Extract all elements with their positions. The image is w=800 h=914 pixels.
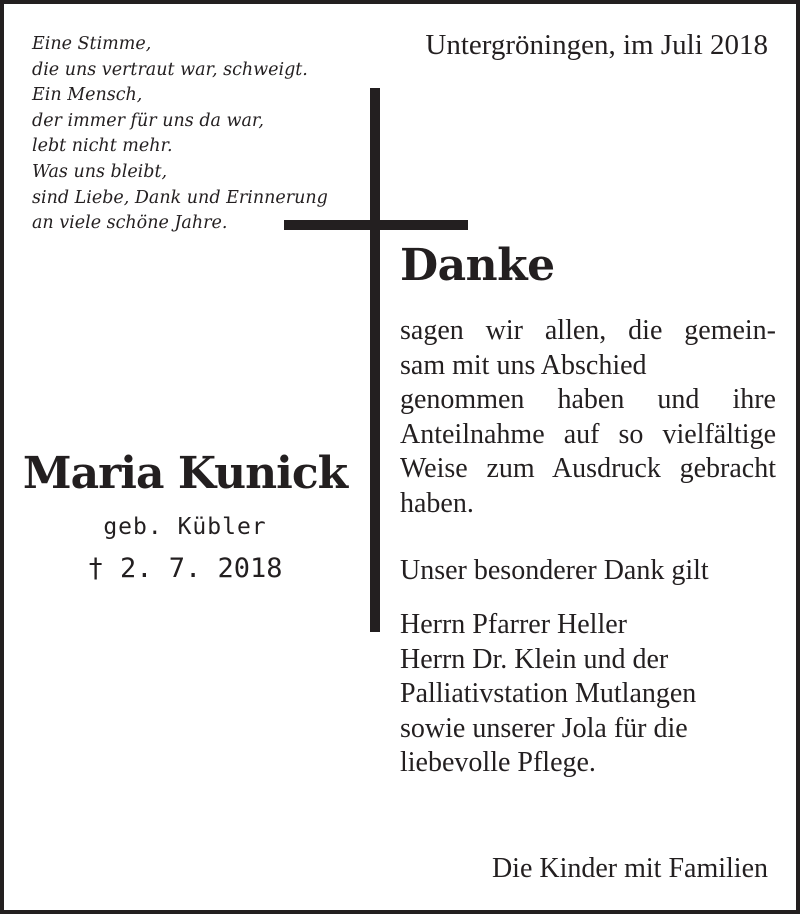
deceased-name: Maria Kunick — [22, 448, 348, 499]
death-date: † 2. 7. 2018 — [87, 553, 283, 584]
poem-line: lebt nicht mehr. — [32, 136, 173, 157]
poem-line: der immer für uns da war, — [32, 110, 264, 131]
cross-icon — [370, 88, 380, 632]
thanks-recipients — [400, 608, 696, 781]
recipient-line: Herrn Dr. Klein und der — [400, 643, 669, 675]
poem-line: Ein Mensch, — [32, 85, 143, 106]
recipient-line: Herrn Pfarrer Heller — [400, 609, 627, 640]
thanks-line: Weise zum Ausdruck gebracht — [400, 453, 776, 484]
place-and-date: Untergröningen, im Juli 2018 — [425, 29, 768, 61]
special-thanks-intro: Unser besonderer Dank gilt — [400, 555, 709, 586]
maiden-name: geb. Kübler — [103, 514, 267, 540]
cross-icon-crossbar — [284, 220, 468, 230]
signature: Die Kinder mit Familien — [491, 853, 768, 884]
thanks-line: sam mit uns Abschied — [400, 349, 647, 381]
poem-line: Eine Stimme, — [32, 34, 152, 54]
memorial-poem — [32, 32, 372, 237]
thanks-line: sagen wir allen, die gemein- — [400, 315, 776, 346]
recipient-line: sowie unserer Jola für die — [400, 712, 688, 744]
thanks-line: haben. — [400, 487, 474, 519]
thanks-line: genommen haben und ihre — [400, 384, 776, 415]
poem-line: sind Liebe, Dank und Erinnerung — [32, 187, 328, 208]
poem-line: die uns vertraut war, schweigt. — [32, 59, 308, 80]
poem-line: Was uns bleibt, — [32, 161, 168, 182]
poem-line: an viele schöne Jahre. — [32, 213, 228, 234]
recipient-line: Palliativstation Mutlangen — [400, 678, 697, 709]
recipient-line: liebevolle Pflege. — [400, 747, 596, 778]
thanks-paragraph — [400, 314, 776, 521]
thanks-heading: Danke — [400, 240, 555, 291]
thanks-line: Anteilnahme auf so vielfältige — [400, 418, 776, 450]
